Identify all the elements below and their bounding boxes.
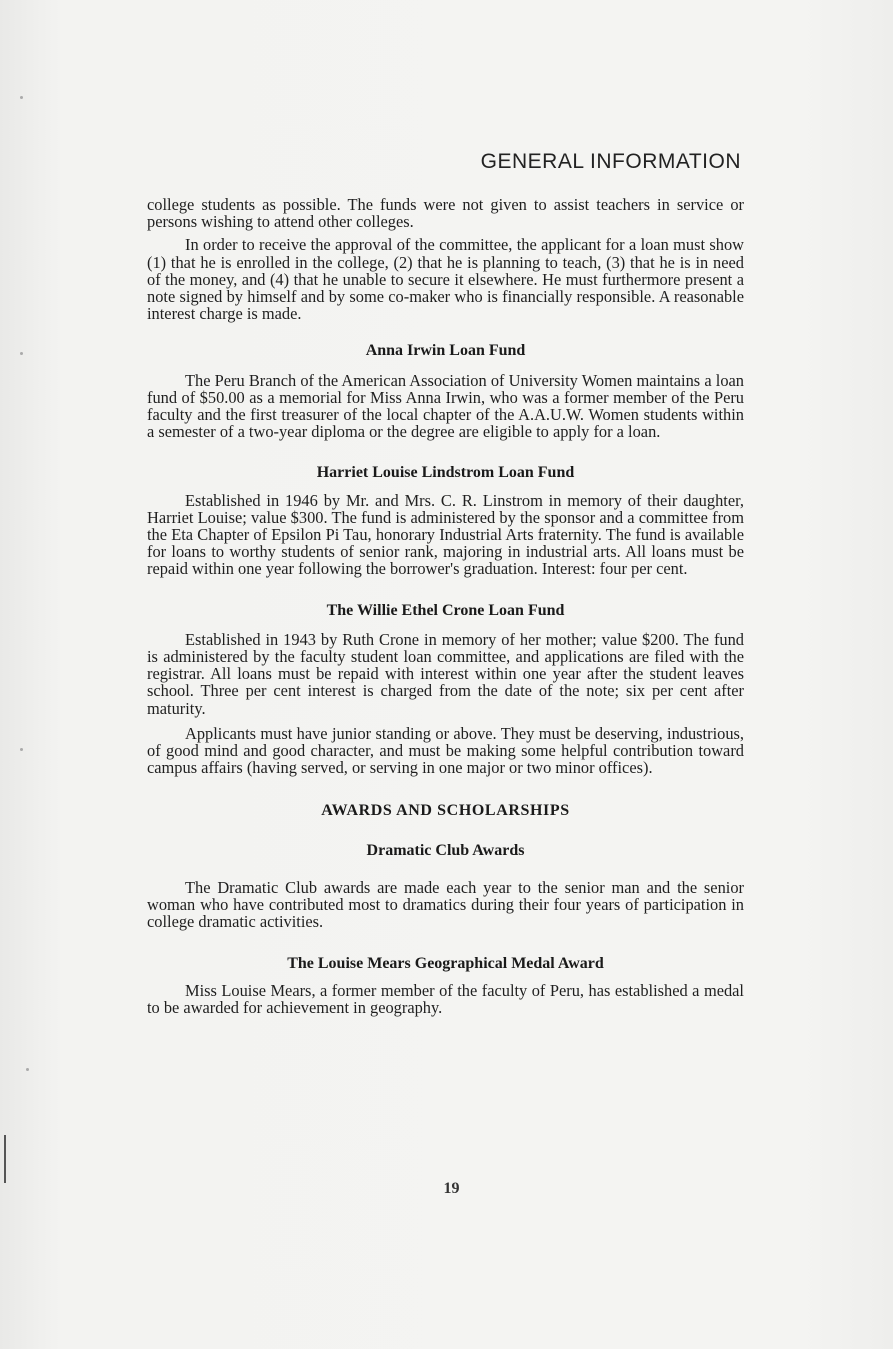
- scan-speck: [26, 1068, 29, 1071]
- dramatic-heading: Dramatic Club Awards: [366, 841, 525, 859]
- dramatic-paragraph: The Dramatic Club awards are made each year to the senior man and the senior woman who have contributed most to dramatics during their four years of participation in college dramatic activities.: [147, 877, 744, 932]
- scan-speck: [20, 96, 23, 99]
- crone-paragraph-2: Applicants must have junior standing or above. They must be deserving, industrious, of good mind and good character, and must be making some helpful contribution toward campus affairs (having served, or serving in one major or two minor offices).: [147, 723, 744, 778]
- page-body: [147, 196, 744, 1016]
- crone-paragraph-1: Established in 1943 by Ruth Crone in memory of her mother; value $200. The fund is administered by the faculty student loan committee, and applications are filed with the registrar. All loans must be repaid with interest within one year after the student leaves school. Three per cent interest is charged from the date of the note; six per cent after maturity.: [147, 629, 744, 718]
- page-number: 19: [443, 1180, 460, 1197]
- mears-heading: The Louise Mears Geographical Medal Award: [287, 954, 604, 972]
- intro-paragraph-2: In order to receive the approval of the committee, the applicant for a loan must show (1) that he is enrolled in the college, (2) that he is planning to teach, (3) that he is in need of the money, and (4) that he unable to secure it elsewhere. He must furthermore present a note signed by himself and by some co-maker who is financially responsible. A reasonable interest charge is made.: [147, 235, 744, 324]
- running-head: GENERAL INFORMATION: [480, 150, 741, 173]
- scan-edge-mark: [4, 1135, 6, 1183]
- scan-speck: [20, 748, 23, 751]
- irwin-paragraph: The Peru Branch of the American Association of University Women maintains a loan fund of $50.00 as a memorial for Miss Anna Irwin, who was a former member of the Peru faculty and the first treasurer of the local chapter of the A.A.U.W. Women students within a semester of a two-year diploma or the degree are eligible to apply for a loan.: [147, 370, 744, 442]
- crone-heading: The Willie Ethel Crone Loan Fund: [326, 601, 565, 619]
- irwin-heading: Anna Irwin Loan Fund: [365, 342, 526, 360]
- lindstrom-paragraph: Established in 1946 by Mr. and Mrs. C. R. Linstrom in memory of their daughter, Harriet Louise; value $300. The fund is administered by the sponsor and a committee from the Eta Chapter of Epsilon Pi Tau, honorary Industrial Arts fraternity. The fund is available for loans to worthy students of senior rank, majoring in industrial arts. All loans must be repaid within one year following the borrower's graduation. Interest: four per cent.: [147, 490, 744, 579]
- lindstrom-heading: Harriet Louise Lindstrom Loan Fund: [316, 464, 575, 482]
- mears-paragraph: Miss Louise Mears, a former member of the faculty of Peru, has established a medal to be awarded for achievement in geography.: [147, 980, 744, 1017]
- scan-speck: [20, 352, 23, 355]
- intro-paragraph-1: college students as possible. The funds were not given to assist teachers in service or persons wishing to attend other colleges.: [147, 195, 744, 232]
- awards-section-heading: AWARDS AND SCHOLARSHIPS: [321, 802, 570, 820]
